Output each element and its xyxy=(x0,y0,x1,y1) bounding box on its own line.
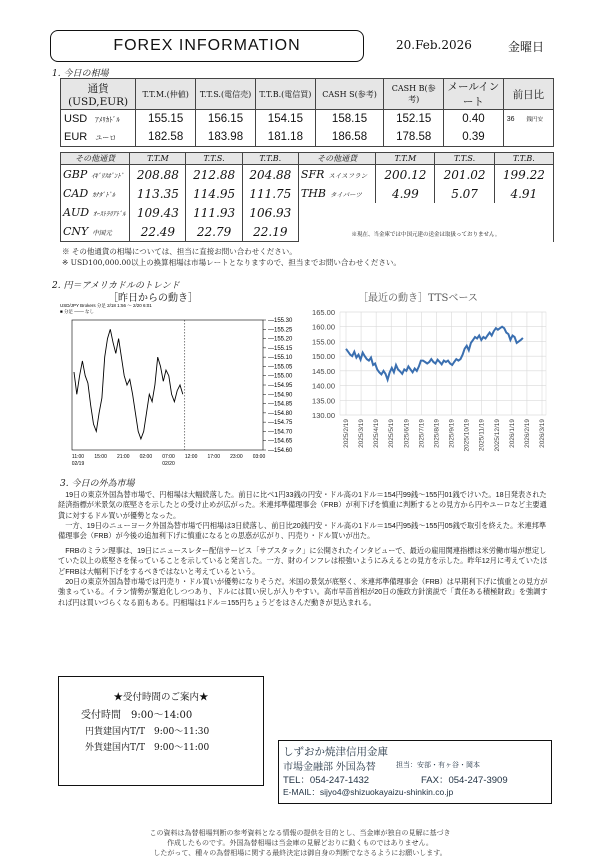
currency-cell xyxy=(61,203,130,222)
col-header: T.T.B.(電信買) xyxy=(255,79,315,110)
ttm-value: 22.49 xyxy=(130,222,186,242)
currency-cell xyxy=(61,222,130,242)
currency-name: ｶﾅﾀﾞﾄﾞﾙ xyxy=(92,191,115,199)
currency-name: 中国元 xyxy=(92,229,112,237)
cash-s-value: 186.58 xyxy=(315,128,383,147)
x-tick-label: 15:00 xyxy=(94,454,107,460)
y-tick-label: 160.00 xyxy=(312,322,335,332)
disclaimer xyxy=(60,828,540,858)
tts-value: 212.88 xyxy=(186,165,242,185)
tts-series-line xyxy=(346,327,523,380)
currency-code: THB xyxy=(300,187,326,200)
mail-value: 0.39 xyxy=(444,128,504,147)
currency-cell xyxy=(61,184,130,203)
col-header: T.T.B. xyxy=(494,153,553,165)
ttm-value: 155.15 xyxy=(136,110,196,129)
ttm-value: 4.99 xyxy=(376,184,435,203)
disclaimer-line: したがって、種々の為替相場に関する最終決定は御自身の判断でなさるようにお願いします。 xyxy=(153,849,447,857)
bank-email[interactable]: E-MAIL：sijyo4@shizuokayaizu-shinkin.co.jp xyxy=(283,787,454,797)
cash-b-value: 178.58 xyxy=(384,128,444,147)
ttm-value: 200.12 xyxy=(376,165,435,185)
section-heading-rates: 1. 今日の相場 xyxy=(52,69,109,79)
y-tick-label: —154.70 xyxy=(268,429,293,436)
col-header: T.T.M.(仲値) xyxy=(136,79,196,110)
disclaimer-line: 作成したものです。外国為替相場は当金庫の見解どおりに動くものではありません。 xyxy=(167,839,433,847)
disclaimer-line: この資料は為替相場判断の参考資料となる情報の提供を目的とし、当金庫が独自の見解に基づき xyxy=(149,829,451,837)
y-tick-label: —154.85 xyxy=(268,401,293,408)
y-tick-label: —154.75 xyxy=(268,420,293,427)
currency-cell xyxy=(61,128,136,147)
ttb-value: 154.15 xyxy=(255,110,315,129)
table-header-row xyxy=(61,79,554,110)
x-tick-label: 2025/11/19 xyxy=(478,419,486,452)
other-currency-table xyxy=(60,152,554,242)
recent-trend-chart xyxy=(300,300,552,470)
currency-name: スイスフラン xyxy=(328,172,368,180)
plot-frame xyxy=(72,320,263,450)
market-paragraph: 19日の東京外国為替市場で、円相場は大幅続落した。前日に比べ1円33銭の円安・ドル高の1ドル＝154円99銭～155円01銭でけいた。18日発表された経済指標が米景気の底堅さを示したとの受け止めが広がった。米連邦準備理事会（FRB）が利下げを慎重に判断するとの見方から円やユーロなど主要通貨に対するドル買いが優勢となった。 xyxy=(58,490,547,520)
reception-box xyxy=(58,676,264,786)
tts-value: 114.95 xyxy=(186,184,242,203)
table-row xyxy=(61,203,554,222)
x-tick-label: 2025/8/19 xyxy=(433,419,441,448)
y-tick-label: —155.30 xyxy=(268,318,293,324)
currency-code: CNY xyxy=(63,225,89,238)
x-sub-label: 02/20 xyxy=(162,461,175,467)
x-tick-label: 2025/6/19 xyxy=(403,419,411,448)
series-line xyxy=(74,329,183,439)
x-tick-label: 12:00 xyxy=(184,454,198,460)
tts-value: 201.02 xyxy=(435,165,494,185)
col-header: T.T.M xyxy=(376,153,435,165)
cash-s-value: 158.15 xyxy=(315,110,383,129)
table-header-row xyxy=(61,153,554,165)
ttm-value: 208.88 xyxy=(130,165,186,185)
tts-value: 156.15 xyxy=(196,110,256,129)
x-tick-label: 2026/2/19 xyxy=(523,419,531,448)
x-tick-label: 2025/7/19 xyxy=(418,419,426,448)
col-header: その他通貨 xyxy=(61,153,130,165)
right-chart-caption: ［最近の動き］TTSベース xyxy=(358,293,478,304)
currency-name: タイバーツ xyxy=(329,191,362,199)
col-header: T.T.S. xyxy=(186,153,242,165)
currency-code: USD xyxy=(64,113,88,125)
reception-line: 外貨建国内T/T 9:00～11:00 xyxy=(85,743,210,753)
x-tick-label: 2025/2/19 xyxy=(343,419,350,448)
prev-diff-value: 36 xyxy=(506,116,515,123)
col-header: T.T.B. xyxy=(242,153,298,165)
col-header: CASH B(参考) xyxy=(384,79,444,110)
market-paragraph: FRBのミラン理事は、19日にニュースレター配信サービス「サブスタック」に公開されたインタビューで、最近の雇用関連指標は米労働市場が想定していた以上の底堅さを保っていることを示していると発言した。一方、財のインフレは根強いようにみえるとの見方を示した。昨年12月に考えていたほどFRBは大幅利下げをするべきではないと考えているという。 xyxy=(58,546,548,576)
market-paragraph: 一方、19日のニューヨーク外国為替市場で円相場は3日続落し、前日比20銭円安・ドル高の1ドル＝154円95銭～155円05銭で取引を終えた。米連邦準備理事会（FRB）が今後の追加利下げに慎重になるとの思惑が広がり、円売り・ドル買いが出た。 xyxy=(58,521,547,541)
x-tick-label: 2025/5/19 xyxy=(388,419,396,448)
y-tick-label: 130.00 xyxy=(312,411,335,420)
currency-name: ｵｰｽﾄﾗﾘｱﾄﾞﾙ xyxy=(93,210,126,218)
x-tick-label: 2025/12/19 xyxy=(493,419,501,452)
chart-legend: ■ 分足 ─── なし xyxy=(60,309,95,314)
currency-code: CAD xyxy=(63,187,89,200)
tts-value: 5.07 xyxy=(435,184,494,203)
x-tick-label: 02:00 xyxy=(139,454,153,460)
col-header: その他通貨 xyxy=(298,153,375,165)
table-row xyxy=(61,165,554,185)
col-header: T.T.S. xyxy=(435,153,494,165)
x-tick-label: 2026/3/19 xyxy=(539,419,546,448)
chart-header: USD/JPY Brokers 分足 2/18 1:56 ～ 2/20 6:01 xyxy=(60,303,152,308)
currency-code: SFR xyxy=(300,168,325,181)
x-tick-label: 21:00 xyxy=(116,454,130,460)
intraday-chart xyxy=(58,300,298,470)
ttm-value: 109.43 xyxy=(130,203,186,222)
x-tick-label: 2025/10/19 xyxy=(463,419,471,452)
prev-diff-note: 銭円安 xyxy=(526,117,544,123)
y-tick-label: 140.00 xyxy=(312,381,335,391)
tts-value: 183.98 xyxy=(196,128,256,147)
y-tick-label: —155.15 xyxy=(268,345,293,352)
ttb-value: 111.75 xyxy=(242,184,298,203)
y-tick-label: 165.00 xyxy=(312,308,335,317)
page-title: FOREX INFORMATION xyxy=(50,30,364,62)
col-header: 前日比 xyxy=(503,79,553,110)
x-tick-label: 03:00 xyxy=(252,454,266,460)
col-header: T.T.M xyxy=(130,153,186,165)
section-heading-trend: 2. 円＝アメリカドルのトレンド xyxy=(52,281,180,291)
currency-cell xyxy=(61,165,130,185)
bank-name: しずおか焼津信用金庫 xyxy=(283,746,388,758)
bank-tel: TEL：054-247-1432 xyxy=(283,775,370,786)
ttb-value: 22.19 xyxy=(242,222,298,242)
currency-code: GBP xyxy=(63,168,88,181)
mail-value: 0.40 xyxy=(444,110,504,129)
section-heading-market: 3. 今日の外為市場 xyxy=(60,479,135,489)
x-tick-label: 11:00 xyxy=(71,454,85,460)
ttb-value: 181.18 xyxy=(255,128,315,147)
ttb-value: 4.91 xyxy=(494,184,553,203)
main-rates-table xyxy=(60,78,554,147)
y-tick-label: —154.65 xyxy=(268,438,293,445)
prev-diff-cell xyxy=(503,128,553,147)
y-tick-label: —154.80 xyxy=(268,410,293,417)
bank-dept: 市場金融部 外国為替 xyxy=(283,762,376,773)
ttm-value: 182.58 xyxy=(136,128,196,147)
reception-line: 円貨建国内T/T 9:00～11:30 xyxy=(85,727,210,737)
x-tick-label: 23:00 xyxy=(230,454,243,460)
currency-cell xyxy=(298,184,375,203)
ttb-value: 199.22 xyxy=(494,165,553,185)
bank-fax: FAX：054-247-3909 xyxy=(421,775,508,786)
left-chart-caption: ［昨日からの動き］ xyxy=(108,293,198,304)
note-line: ※ その他通貨の相場については、担当に直接お問い合わせください。 xyxy=(62,247,297,256)
currency-cell xyxy=(298,165,375,185)
ttb-value: 204.88 xyxy=(242,165,298,185)
x-tick-label: 17:00 xyxy=(207,454,221,460)
currency-cell xyxy=(61,110,136,129)
currency-name: ｲｷﾞﾘｽﾎﾟﾝﾄﾞ xyxy=(91,172,124,180)
y-tick-label: 150.00 xyxy=(312,352,335,362)
y-tick-label: —154.90 xyxy=(268,392,293,399)
col-header: CASH S(参考) xyxy=(315,79,383,110)
y-tick-label: —154.60 xyxy=(268,448,293,454)
currency-code: EUR xyxy=(64,131,88,143)
y-tick-label: 155.00 xyxy=(312,337,335,347)
y-tick-label: —155.20 xyxy=(268,336,293,343)
weekday: 金曜日 xyxy=(508,40,545,54)
x-tick-label: 2026/1/19 xyxy=(508,419,516,448)
y-tick-label: —155.05 xyxy=(268,364,293,371)
bank-staff: 担当：安部・有ヶ谷・岡本 xyxy=(396,762,480,769)
col-header: メールインート xyxy=(444,79,504,110)
y-tick-label: —155.00 xyxy=(268,373,293,380)
table-row xyxy=(61,184,554,203)
market-paragraph: 20日の東京外国為替市場では円売り・ドル買いが優勢になりそうだ。米国の景気が底堅く、米連邦準備理事会（FRB）は早期利下げに慎重との見方が強まっている。イラン情勢が緊迫化しつつあり、ドルには買い戻しが入りやすい。高市早苗首相が20日の施政方針演説で「責任ある積極財政」を強調すれば円は買いづらくなる面もある。円相場は1ドル＝155円ちょうどをはさんだ動きが見込まれる。 xyxy=(58,577,548,607)
x-tick-label: 2025/9/19 xyxy=(448,419,456,448)
y-tick-label: —154.95 xyxy=(268,383,293,389)
table-row xyxy=(61,128,554,147)
ttb-value: 106.93 xyxy=(242,203,298,222)
note-line: ※ USD100,000.00以上の換算相場は市場レートとなりますので、担当までお問い合わせください。 xyxy=(62,258,401,267)
prev-diff-cell xyxy=(503,110,553,129)
date: 20.Feb.2026 xyxy=(396,38,472,52)
bank-contact-box xyxy=(278,740,552,804)
x-tick-label: 07:00 xyxy=(162,454,175,460)
cny-note: ※現在、当金庫では中国元建の送金は取扱っておりません。 xyxy=(298,203,553,242)
col-header: 通貨(USD,EUR) xyxy=(61,79,136,110)
currency-name: ｱﾒﾘｶﾄﾞﾙ xyxy=(95,117,120,124)
y-tick-label: 145.00 xyxy=(312,366,335,376)
ttm-value: 113.35 xyxy=(130,184,186,203)
y-tick-label: —155.25 xyxy=(268,327,293,334)
reception-title: ★受付時間のご案内★ xyxy=(113,692,209,703)
currency-code: AUD xyxy=(63,206,90,219)
tts-value: 22.79 xyxy=(186,222,242,242)
tts-value: 111.93 xyxy=(186,203,242,222)
cash-b-value: 152.15 xyxy=(384,110,444,129)
col-header: T.T.S.(電信売) xyxy=(196,79,256,110)
x-tick-label: 2025/4/19 xyxy=(373,419,381,448)
table-row xyxy=(61,110,554,129)
x-tick-label: 2025/3/19 xyxy=(358,419,366,448)
y-tick-label: 135.00 xyxy=(312,396,335,406)
currency-name: ユーロ xyxy=(95,135,117,142)
reception-main: 受付時間 9:00～14:00 xyxy=(81,710,193,721)
x-sub-label: 02/19 xyxy=(71,461,85,467)
y-tick-label: —155.10 xyxy=(268,355,293,362)
